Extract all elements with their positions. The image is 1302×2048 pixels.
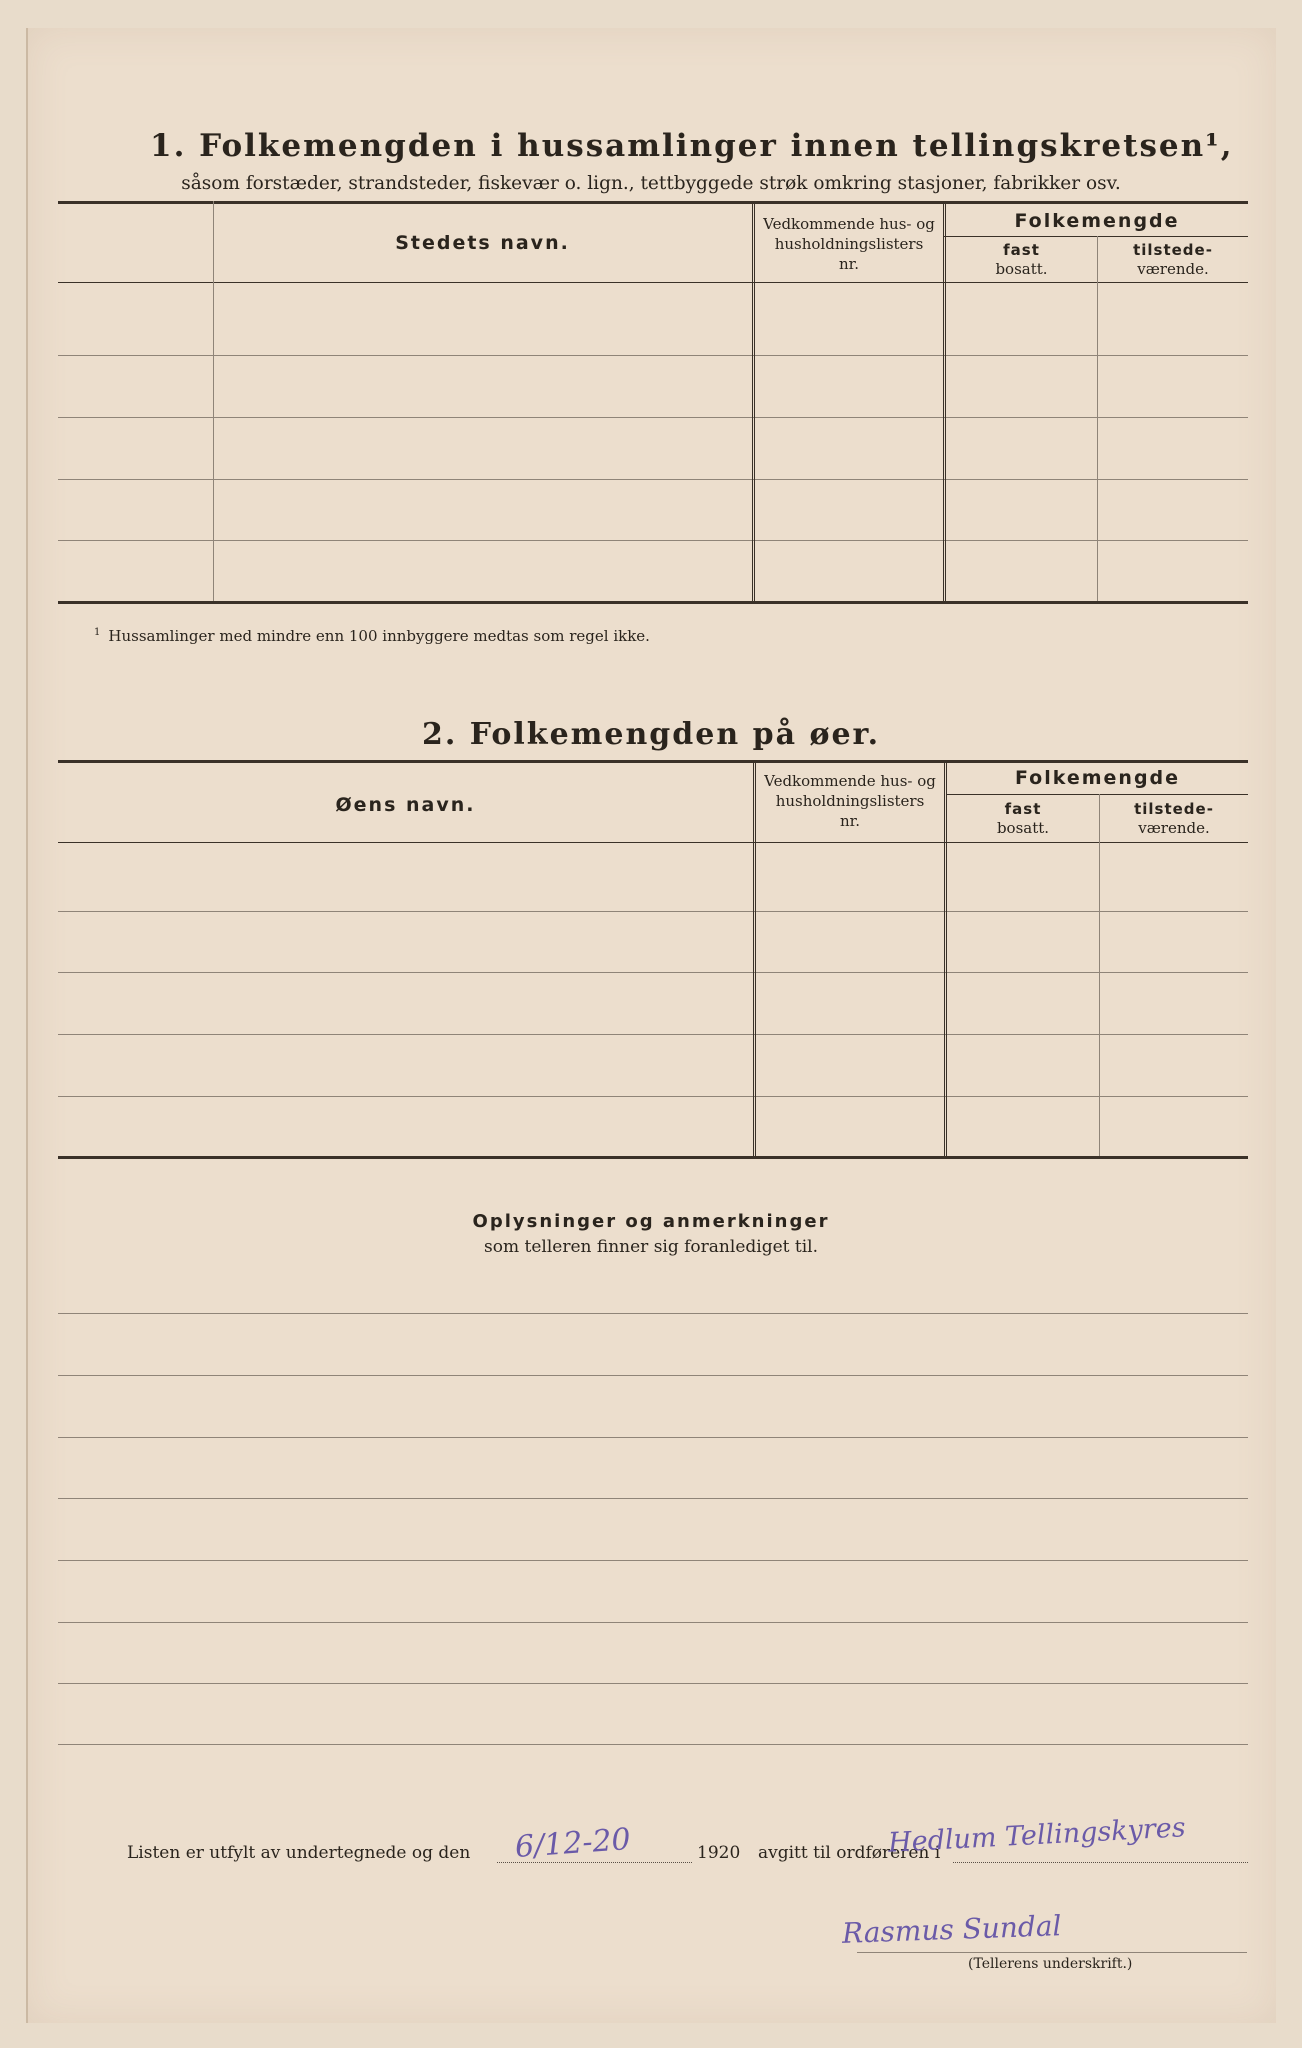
remarks-subtitle: som telleren finner sig foranlediget til. [484,1237,818,1257]
table2-fast-header [947,800,1099,838]
table1-row-rule [58,417,1248,418]
handwritten-date: 6/12-20 [513,1822,632,1865]
table1-tilstede-header [1098,241,1248,279]
signature-text-middle: avgitt til ordføreren i [758,1843,941,1863]
table1-col-divider [213,201,214,601]
table1-fast-header [946,241,1097,279]
remarks-line [58,1683,1248,1684]
table2-list-header-line1: Vedkommende hus- og [764,772,936,790]
remarks-title: Oplysninger og anmerkninger [472,1211,830,1232]
table2-tilstede-label: tilstede- [1134,800,1214,818]
table2-bosatt-label: bosatt. [996,819,1050,837]
section1-footnote [94,627,650,645]
table1-list-header-line2: husholdningslisters [774,235,924,253]
table1-header-rule [58,282,1248,283]
remarks-line [58,1744,1248,1745]
remarks-line [58,1313,1248,1314]
footnote-mark: 1 [94,627,101,638]
table2-list-header-line3: nr. [840,812,860,830]
table1-population-header: Folkemengde [1014,210,1180,232]
section1-subtitle: såsom forstæder, strandsteder, fiskevær o. lign., tettbyggede strøk omkring stasjoner, fabrikker osv. [181,173,1121,194]
handwritten-place: Hedlum Tellingskyres [887,1812,1187,1859]
table2-row-rule [58,911,1248,912]
section1-title: 1. Folkemengden i hussamlinger innen tellingskretsen¹, [150,128,1234,164]
table1-list-header [755,214,943,274]
table1-list-header-line1: Vedkommende hus- og [763,215,935,233]
table1-row-rule [58,540,1248,541]
table2-bottom-rule [58,1156,1248,1159]
table2-population-header: Folkemengde [1014,767,1181,789]
table2-vaerende-label: værende. [1138,819,1210,837]
table1-bosatt-label: bosatt. [995,260,1048,278]
remarks-line [58,1375,1248,1376]
signature-text-before: Listen er utfylt av undertegnede og den [127,1843,471,1863]
remarks-line [58,1437,1248,1438]
table1-tilstede-label: tilstede- [1133,241,1213,259]
signer-caption: (Tellerens underskrift.) [968,1956,1133,1972]
table2-list-header [756,771,944,831]
table1-vaerende-label: værende. [1137,260,1209,278]
table2-fast-label: fast [1004,800,1042,818]
table2-col-divider [1099,794,1100,1156]
table1-top-rule [58,201,1248,204]
signature-line [857,1952,1247,1953]
table2-tilstede-header [1100,800,1248,838]
section2-title: 2. Folkemengden på øer. [421,717,881,752]
table1-subheader-rule [944,236,1248,237]
table2-place-header: Øens navn. [335,794,476,816]
table1-row-rule [58,355,1248,356]
footnote-text: Hussamlinger med mindre enn 100 innbyggere medtas som regel ikke. [108,627,650,645]
table2-row-rule [58,972,1248,973]
table1-list-header-line3: nr. [839,255,859,273]
table2-row-rule [58,1034,1248,1035]
remarks-line [58,1560,1248,1561]
signature-year: 1920 [697,1843,741,1863]
table2-subheader-rule [946,794,1248,795]
handwritten-signature: Rasmus Sundal [841,1909,1062,1950]
table2-header-rule [58,842,1248,843]
table1-fast-label: fast [1003,241,1040,259]
table2-row-rule [58,1096,1248,1097]
place-dotted-line [953,1862,1248,1863]
date-dotted-line [497,1862,692,1863]
table2-top-rule [58,760,1248,763]
table1-bottom-rule [58,601,1248,604]
table1-row-rule [58,479,1248,480]
remarks-line [58,1622,1248,1623]
remarks-line [58,1498,1248,1499]
table2-list-header-line2: husholdningslisters [775,792,925,810]
table1-col-divider [1097,236,1098,601]
table1-place-header: Stedets navn. [395,232,570,254]
